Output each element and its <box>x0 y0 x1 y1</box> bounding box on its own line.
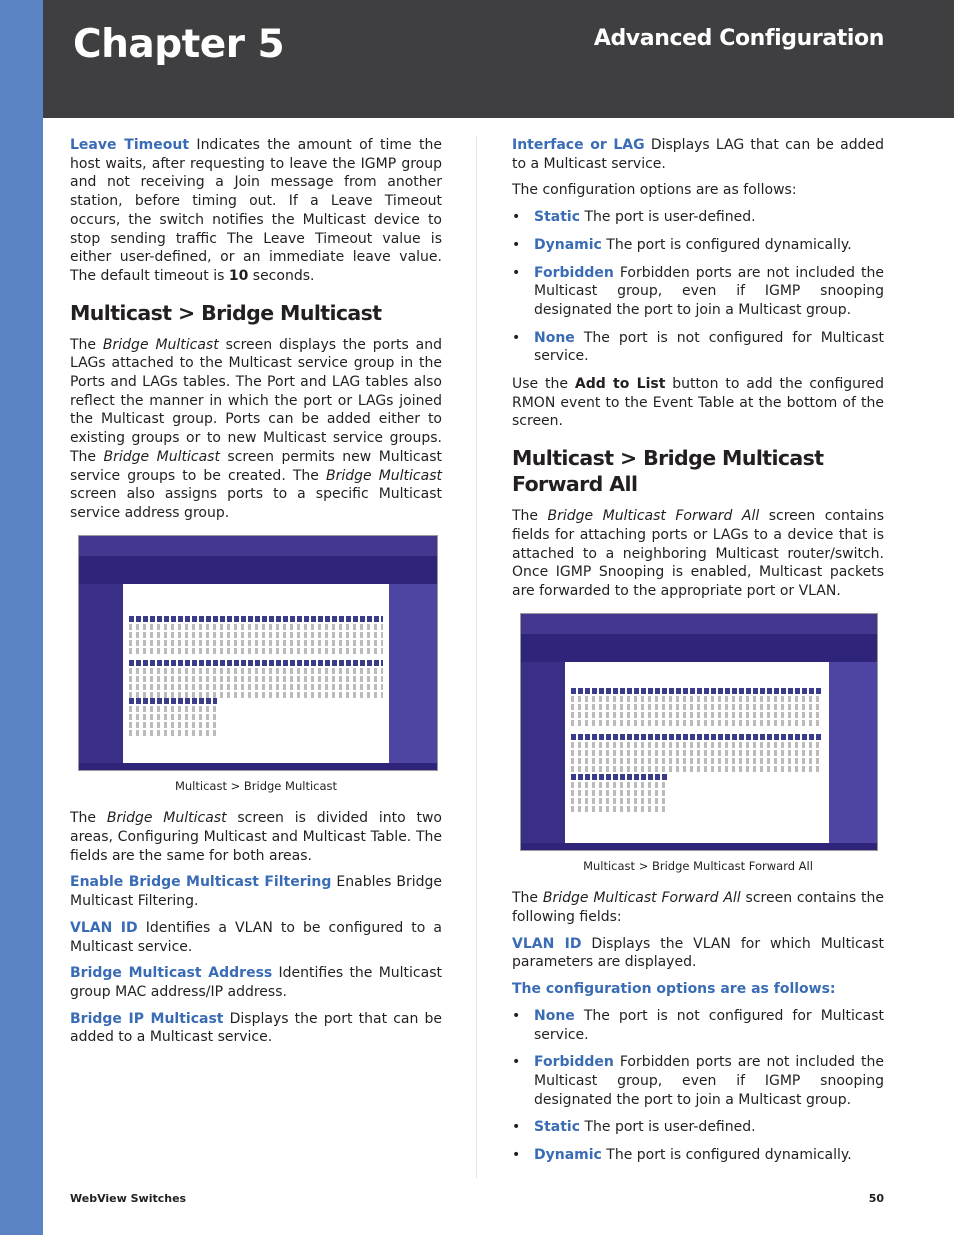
screenshot-topbar <box>521 614 877 634</box>
field-bridge-ip-multicast: Bridge IP Multicast Displays the port that can be added to a Multicast service. <box>70 1010 442 1046</box>
column-divider <box>476 136 477 1178</box>
list-item: • Dynamic The port is configured dynamically. <box>512 1147 852 1164</box>
bridge-multicast-intro: The Bridge Multicast screen displays the ports and LAGs attached to the Multicast service group in the Ports and LAGs tables. The Port and LAG tables also reflect the manner in which the port or LAGs joined the Multicast group. Ports can be added either to existing groups or to new Multicast service groups. The Bridge Multicast screen permits new Multicast service groups to be created. The Bridge Multicast screen also assigns ports to a specific Multicast service address group. <box>70 336 442 521</box>
figure-caption: Multicast > Bridge Multicast <box>174 778 338 793</box>
config-intro: The configuration options are as follows: <box>512 182 797 199</box>
options-list-2 <box>512 1007 884 1165</box>
add-to-list-paragraph: Use the Add to List button to add the configured RMON event to the Event Table at the bottom of the screen. <box>512 376 884 430</box>
divided-paragraph: The Bridge Multicast screen is divided into two areas, Configuring Multicast and Multicast Table. The fields are the same for both areas. <box>70 810 442 864</box>
screenshot-footer <box>521 843 877 850</box>
list-item: • Static The port is user-defined. <box>512 209 756 226</box>
figure-caption: Multicast > Bridge Multicast Forward All <box>583 858 813 873</box>
list-item: • None The port is not configured for Multicast service. <box>512 1007 884 1043</box>
config-heading: The configuration options are as follows: <box>512 981 836 998</box>
list-item: • None The port is not configured for Multicast service. <box>512 329 884 365</box>
screenshot-content <box>125 586 387 762</box>
vlan-id-paragraph: VLAN ID Displays the VLAN for which Multicast parameters are displayed. <box>512 935 885 971</box>
field-vlan-id: VLAN ID Identifies a VLAN to be configured to a Multicast service. <box>70 919 442 955</box>
term-leave-timeout: Leave Timeout <box>70 137 190 153</box>
footer-product: WebView Switches <box>70 1192 187 1205</box>
screenshot-footer <box>79 763 437 770</box>
heading-bridge-multicast: Multicast > Bridge Multicast <box>70 300 382 325</box>
list-item: • Static The port is user-defined. <box>512 1119 756 1136</box>
leave-timeout-paragraph: Leave Timeout Indicates the amount of time the host waits, after requesting to leave the IGMP group and not receiving a Join message from another station, before timing out. If a Leave Timeout occurs, the switch notifies the Multicast device to stop sending traffic The Leave Timeout value is either user-defined, or an immediate leave value. The default timeout is 10 seconds. <box>70 137 442 284</box>
left-column <box>70 136 442 1055</box>
left-accent-bar <box>0 0 43 1235</box>
options-list-1 <box>512 208 884 366</box>
contains-paragraph: The Bridge Multicast Forward All screen contains the following fields: <box>512 890 884 926</box>
heading-forward-all: Multicast > Bridge Multicast Forward All <box>512 446 824 497</box>
interface-lag-paragraph: Interface or LAG Displays LAG that can be added to a Multicast service. <box>512 137 884 172</box>
screenshot-help-pane <box>829 662 877 850</box>
screenshot-tabs <box>521 634 877 662</box>
field-bridge-multicast-address: Bridge Multicast Address Identifies the Multicast group MAC address/IP address. <box>70 965 442 1000</box>
screenshot-forward-all <box>520 613 878 851</box>
screenshot-topbar <box>79 536 437 556</box>
screenshot-help-pane <box>389 584 437 770</box>
field-enable-filtering: Enable Bridge Multicast Filtering Enables Bridge Multicast Filtering. <box>70 874 442 910</box>
list-item: • Forbidden Forbidden ports are not included the Multicast group, even if IGMP snooping designated the port to join a Multicast group. <box>512 264 884 318</box>
section-title: Advanced Configuration <box>593 26 884 51</box>
forward-all-intro: The Bridge Multicast Forward All screen contains fields for attaching ports or LAGs to a device that is attached to a neighboring Multicast router/switch. Once IGMP Snooping is enabled, Multicast packets are forwarded to the appropriate port or VLAN. <box>512 508 884 599</box>
list-item: • Forbidden Forbidden ports are not included the Multicast group, even if IGMP snooping designated the port to join a Multicast group. <box>512 1054 884 1108</box>
chapter-title: Chapter 5 <box>73 22 285 67</box>
screenshot-bridge-multicast <box>78 535 438 771</box>
screenshot-nav <box>79 584 123 770</box>
figure-forward-all <box>512 613 884 876</box>
footer-page-number: 50 <box>868 1192 884 1205</box>
figure-bridge-multicast <box>70 535 442 796</box>
screenshot-content <box>567 664 827 842</box>
right-column <box>512 136 884 1174</box>
screenshot-nav <box>521 662 565 850</box>
list-item: • Dynamic The port is configured dynamically. <box>512 236 852 253</box>
screenshot-tabs <box>79 556 437 584</box>
